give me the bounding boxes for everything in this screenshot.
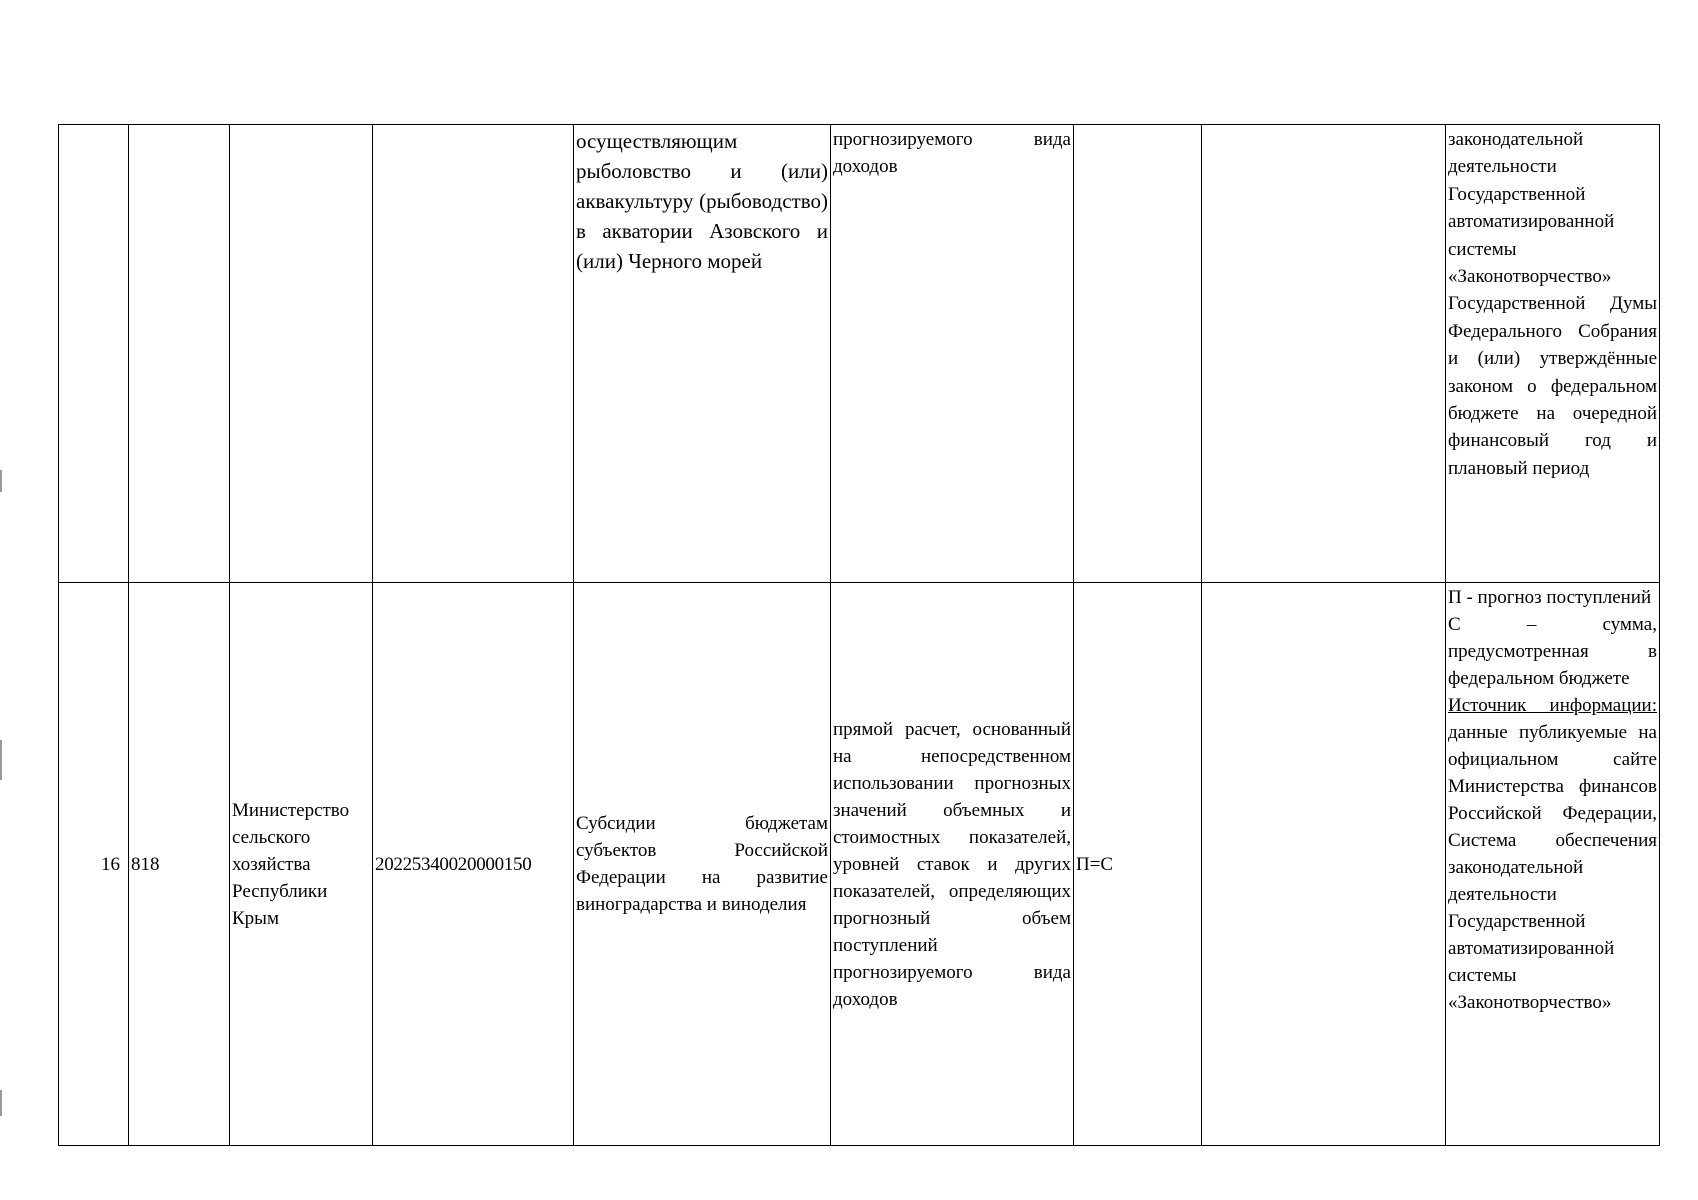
cell-method: прямой расчет, основанный на непосредственном использовании прогнозных значений объемных и стоимостных показателей, уровней ставок и других показателей, определяющих прогнозный объем поступлений прогнозируемого вида доходов [831, 583, 1074, 1146]
desc-source [1448, 692, 1657, 1016]
cell-formula: П=С [1074, 583, 1202, 1146]
cell-kbk: 20225340020000150 [373, 583, 574, 1146]
desc-line-c: С – сумма, предусмотренная в федеральном бюджете [1448, 614, 1657, 689]
cell-income-name: Субсидии бюджетам субъектов Российской Федерации на развитие виноградарства и виноделия [574, 583, 831, 1146]
cell-administrator: Министерство сельского хозяйства Республики Крым [230, 583, 373, 1146]
table-row-16 [59, 583, 1660, 1146]
source-text: данные публикуемые на официальном сайте Министерства финансов Российской Федерации, Система обеспечения законодательной деятельности Государственной автоматизированной системы «Законотворчество» [1448, 722, 1657, 1013]
income-forecast-table [58, 124, 1660, 1146]
cell-description: законодательной деятельности Государственной автоматизированной системы «Законотворчество» Государственной Думы Федерального Собрания и (или) утверждённые законом о федеральном бюджете на очередной финансовый год и плановый период [1446, 125, 1660, 583]
cell-kbk [373, 125, 574, 583]
cell-income-name: осуществляющим рыболовство и (или) аквакультуру (рыбоводство) в акватории Азовского и (или) Черного морей [574, 125, 831, 583]
desc-line-p: П - прогноз поступлений [1448, 587, 1652, 608]
cell-description [1446, 583, 1660, 1146]
cell-method: прогнозируемого вида доходов [831, 125, 1074, 583]
cell-empty [1202, 125, 1446, 583]
cell-administrator [230, 125, 373, 583]
cell-chief-code [129, 125, 230, 583]
scan-edge-mark [0, 1090, 2, 1116]
cell-empty [1202, 583, 1446, 1146]
table-row-continuation [59, 125, 1660, 583]
cell-number [59, 125, 129, 583]
scan-edge-mark [0, 740, 2, 780]
source-label: Источник информации: [1448, 695, 1657, 716]
cell-number: 16 [59, 583, 129, 1146]
cell-formula [1074, 125, 1202, 583]
cell-chief-code: 818 [129, 583, 230, 1146]
scan-edge-mark [0, 470, 2, 492]
